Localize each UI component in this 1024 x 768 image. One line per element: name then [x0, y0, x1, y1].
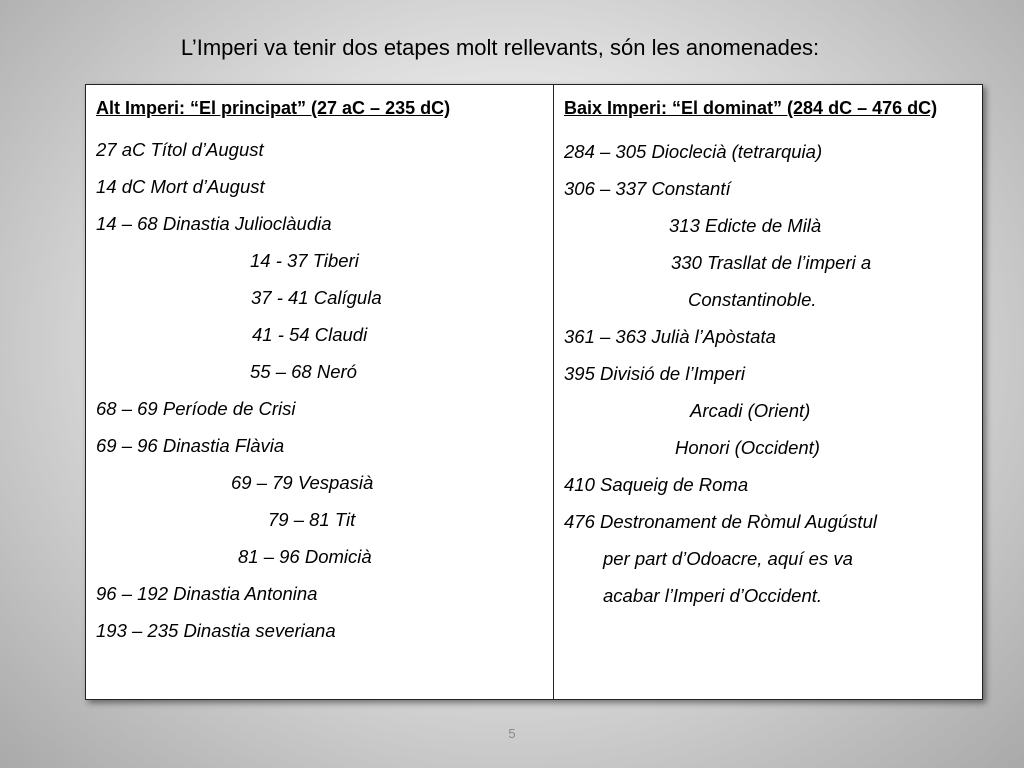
baix-imperi-column	[554, 85, 982, 699]
timeline-entry: 410 Saqueig de Roma	[564, 474, 749, 495]
timeline-entry: 313 Edicte de Milà	[669, 215, 822, 236]
slide-title: L’Imperi va tenir dos etapes molt rellevants, són les anomenades:	[180, 35, 820, 60]
timeline-entry: 306 – 337 Constantí	[564, 178, 731, 199]
baix-imperi-header: Baix Imperi: “El dominat” (284 dC – 476 dC)	[564, 98, 938, 118]
timeline-entry: 284 – 305 Dioclecià (tetrarquia)	[564, 141, 823, 162]
timeline-entry: 37 - 41 Calígula	[251, 287, 382, 308]
timeline-entry: acabar l’Imperi d’Occident.	[603, 585, 823, 606]
timeline-entry: 14 dC Mort d’August	[96, 176, 265, 197]
timeline-entry: 96 – 192 Dinastia Antonina	[96, 583, 318, 604]
page-number: 5	[508, 726, 516, 741]
timeline-entry: 81 – 96 Domicià	[238, 546, 372, 567]
timeline-entry: 361 – 363 Julià l’Apòstata	[564, 326, 776, 347]
timeline-entry: 193 – 235 Dinastia severiana	[96, 620, 336, 641]
timeline-entry: 41 - 54 Claudi	[252, 324, 368, 345]
timeline-entry: 27 aC Títol d’August	[96, 139, 264, 160]
timeline-entry: 69 – 96 Dinastia Flàvia	[96, 435, 285, 456]
timeline-entry: 69 – 79 Vespasià	[231, 472, 374, 493]
timeline-entry: Honori (Occident)	[675, 437, 820, 458]
timeline-entry: 68 – 69 Període de Crisi	[96, 398, 296, 419]
timeline-entry: per part d’Odoacre, aquí es va	[603, 548, 853, 569]
timeline-entry: 476 Destronament de Ròmul Augústul	[564, 511, 877, 532]
alt-imperi-column	[86, 85, 554, 699]
timeline-entry: 14 - 37 Tiberi	[250, 250, 359, 271]
timeline-entry: 55 – 68 Neró	[250, 361, 357, 382]
timeline-entry: Constantinoble.	[688, 289, 817, 310]
timeline-entry: 395 Divisió de l’Imperi	[564, 363, 745, 384]
timeline-entry: Arcadi (Orient)	[690, 400, 811, 421]
timeline-entry: 330 Trasllat de l’imperi a	[671, 252, 872, 273]
alt-imperi-header: Alt Imperi: “El principat” (27 aC – 235 dC)	[96, 98, 451, 118]
timeline-entry: 79 – 81 Tit	[268, 509, 356, 530]
empire-stages-table	[85, 84, 983, 700]
timeline-entry: 14 – 68 Dinastia Julioclàudia	[96, 213, 332, 234]
